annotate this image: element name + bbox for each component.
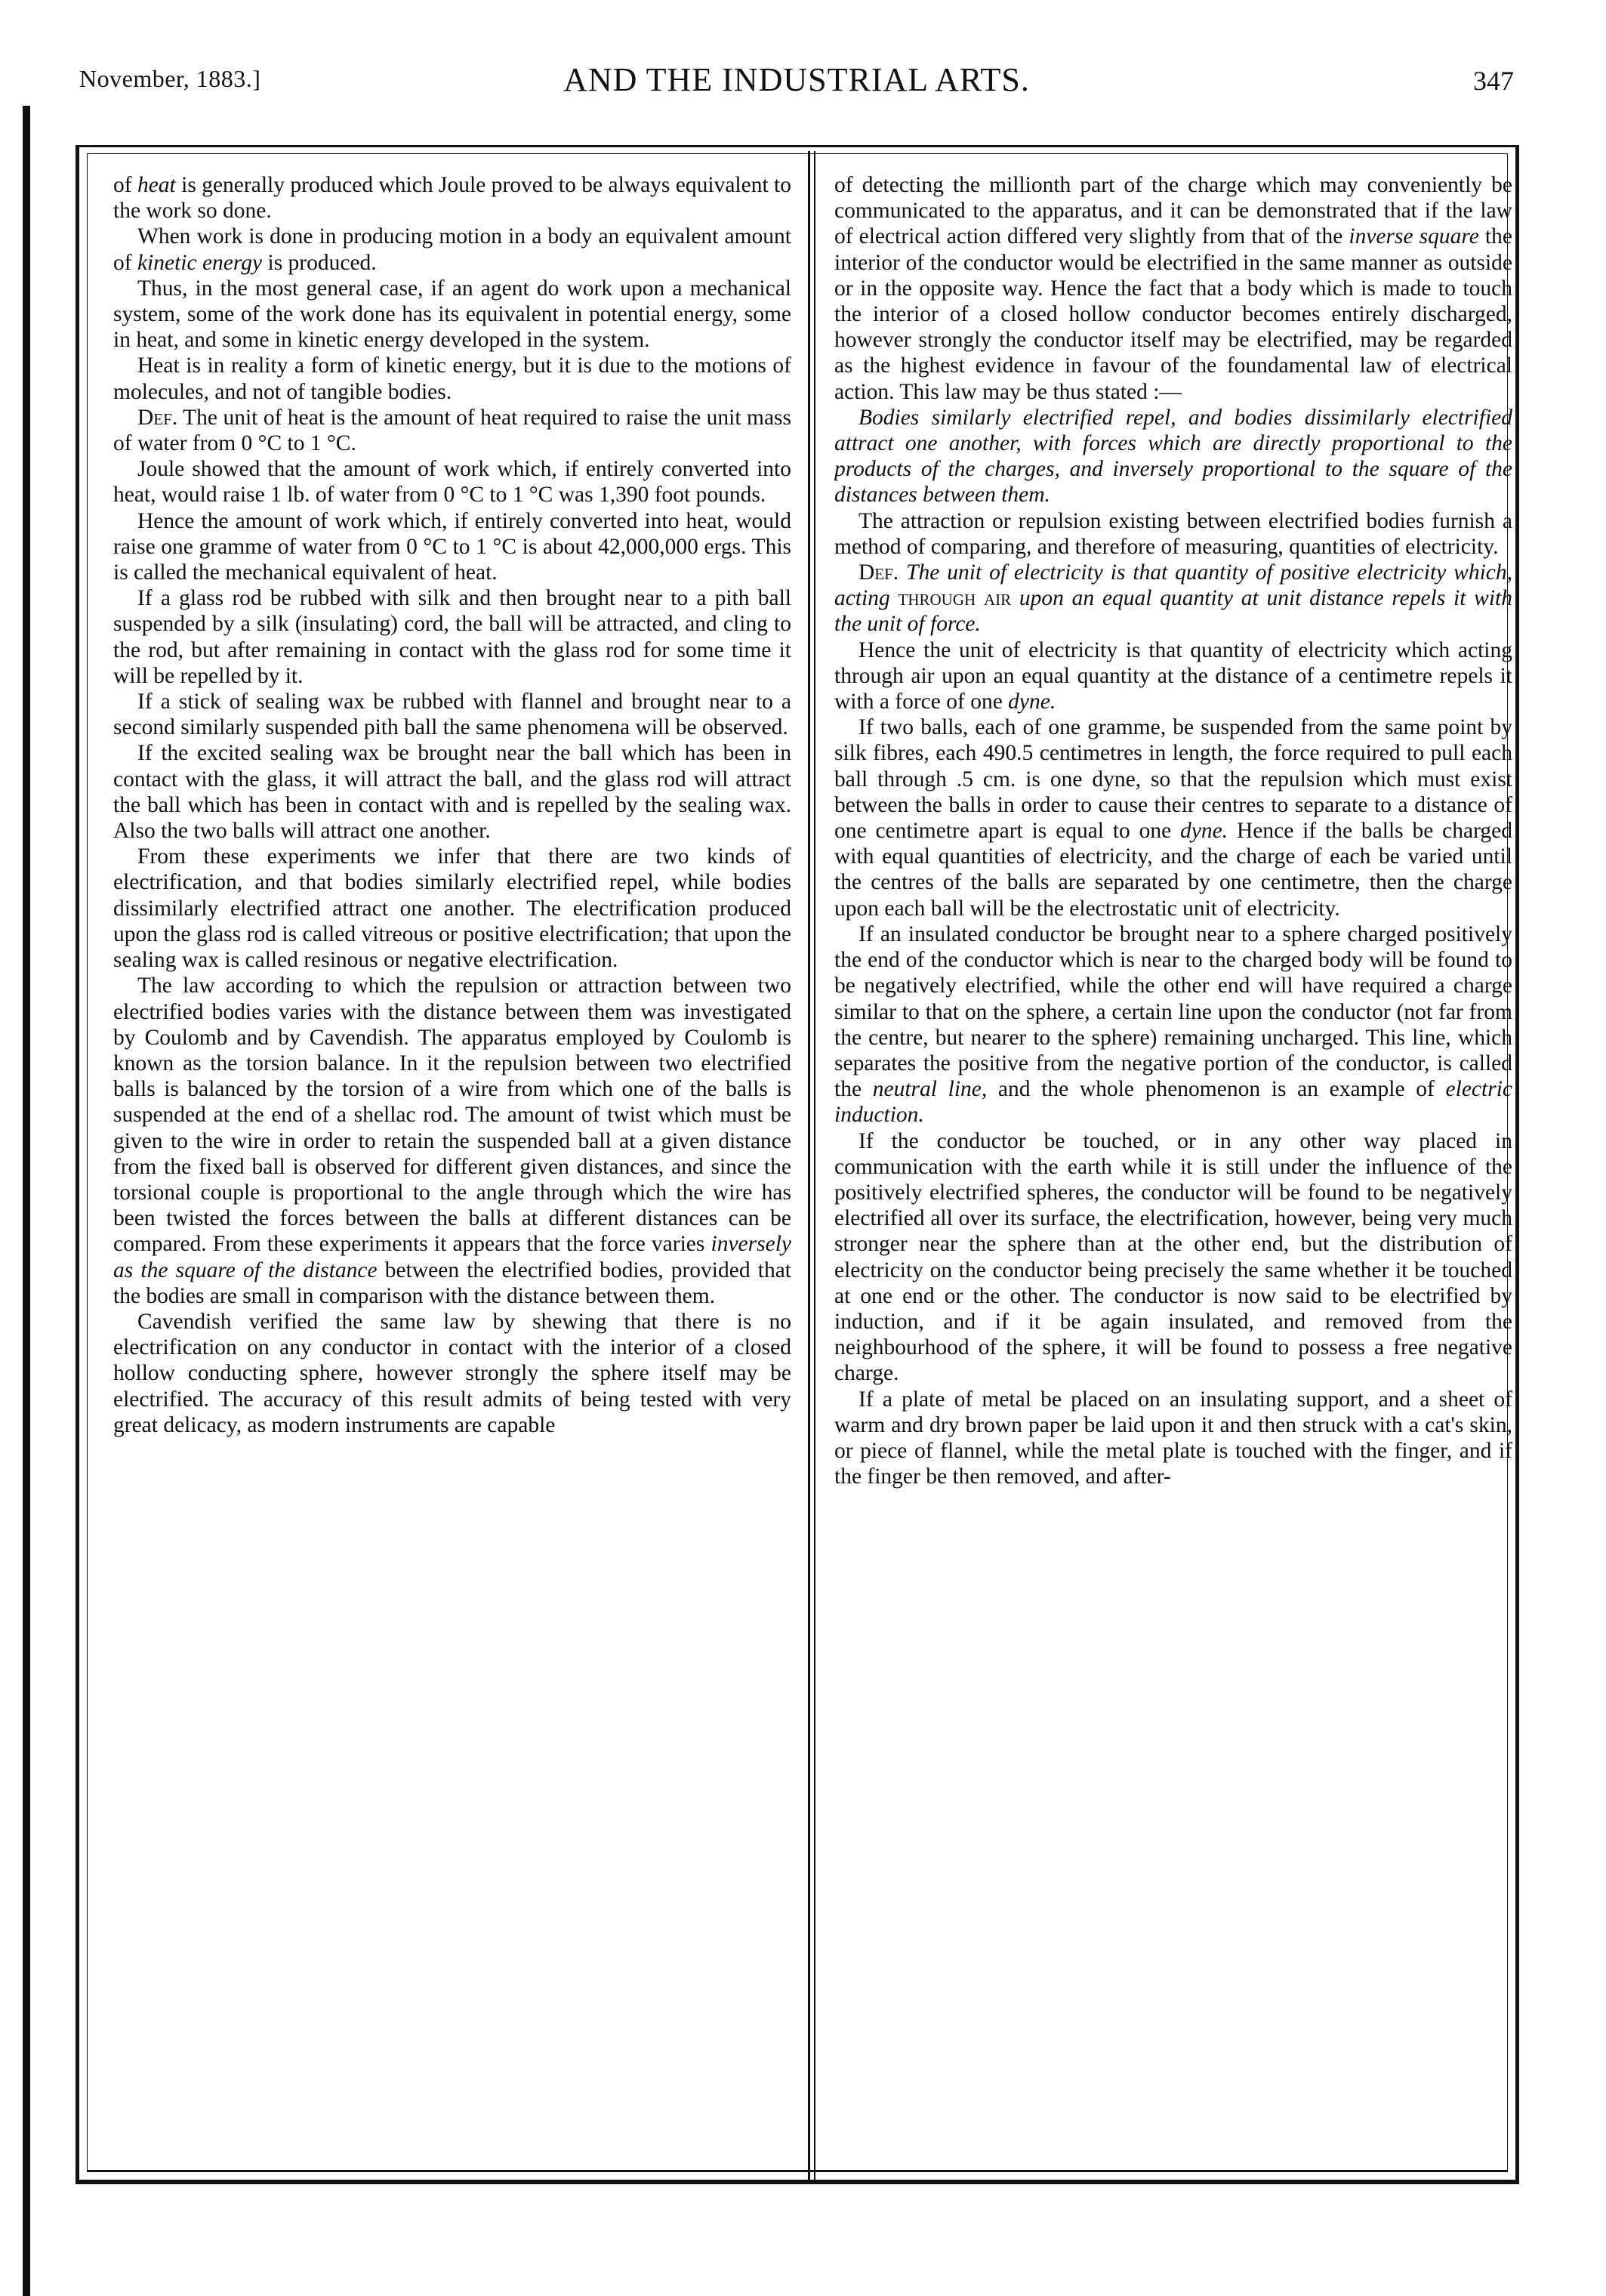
paragraph: Hence the unit of electricity is that quantity of electricity which acting through air upon an equal quantity at the distance of a centimetre repels it with a force of one dyne. xyxy=(834,637,1512,714)
binding-edge-rule xyxy=(23,106,30,2296)
law-statement: Bodies similarly electrified repel, and bodies dissimilarly electrified attract one another, with forces which are directly proportional to the products of the charges, and inversely proportional to the square of the distances between them. xyxy=(834,405,1512,508)
running-header xyxy=(79,61,1514,110)
paragraph: The law according to which the repulsion or attraction between two electrified bodies varies with the distance between them was investigated by Coulomb and by Cavendish. The apparatus employed by Coulomb is known as the torsion balance. In it the repulsion between two electrified balls is balanced by the torsion of a wire from which one of the balls is suspended at the end of a shellac rod. The amount of twist which must be given to the wire in order to retain the suspended ball at a given distance from the fixed ball is observed for different given distances, and since the torsional couple is proportional to the angle through which the wire has been twisted the forces between the balls at different distances can be compared. From these experiments it appears that the force varies inversely as the square of the distance between the electrified bodies, provided that the bodies are small in comparison with the distance between them. xyxy=(113,974,791,1308)
paragraph: Cavendish verified the same law by shewing that there is no electrification on any conductor in contact with the interior of a closed hollow conducting sphere, however strongly the sphere itself may be electrified. The accuracy of this result admits of being tested with very great delicacy, as modern instruments are capable xyxy=(113,1309,791,1437)
paragraph: If a glass rod be rubbed with silk and then brought near to a pith ball suspended by a silk (insulating) cord, the ball will be attracted, and cling to the rod, but after remaining in contact with the glass rod for some time it will be repelled by it. xyxy=(113,586,791,688)
paragraph: If a plate of metal be placed on an insulating support, and a sheet of warm and dry brown paper be laid upon it and then struck with a cat's skin, or piece of flannel, while the metal plate is touched with the finger, and if the finger be then removed, and after- xyxy=(834,1387,1512,1489)
paragraph: Hence the amount of work which, if entirely converted into heat, would raise one gramme of water from 0 °C to 1 °C is about 42,000,000 ergs. This is called the mechanical equivalent of heat. xyxy=(113,508,791,585)
paragraph: of detecting the millionth part of the charge which may conveniently be communicated to the apparatus, and it can be demonstrated that if the law of electrical action differed very slightly from that of the inverse square the interior of the conductor would be electrified in the same manner as outside or in the opposite way. Hence the fact that a body which is made to touch the interior of a closed hollow conductor becomes entirely discharged, however strongly the conductor itself may be electrified, may be regarded as the highest evidence in favour of the foundamental law of electrical action. This law may be thus stated :— xyxy=(834,173,1512,404)
paragraph: If an insulated conductor be brought near to a sphere charged positively the end of the conductor which is near to the charged body will be found to be negatively electrified, while the other end will have required a charge similar to that on the sphere, a certain line upon the conductor (not far from the centre, but nearer to the sphere) remaining uncharged. This line, which separates the positive from the negative portion of the conductor, is called the neutral line, and the whole phenomenon is an example of electric induction. xyxy=(834,921,1512,1128)
paragraph: The attraction or repulsion existing between electrified bodies furnish a method of comparing, and therefore of measuring, quantities of electricity. xyxy=(834,508,1512,559)
left-column xyxy=(113,172,791,2121)
paragraph: If the conductor be touched, or in any other way placed in communication with the earth while it is still under the influence of the positively electrified spheres, the conductor will be found to be negatively electrified all over its surface, the electrification, however, being very much stronger near the sphere than at the other end, but the distribution of electricity on the conductor being precisely the same whether it be touched at one end or the other. The conductor is now said to be electrified by induction, and if it be again insulated, and removed from the neighbourhood of the sphere, it will be found to possess a free negative charge. xyxy=(834,1128,1512,1386)
paragraph: Thus, in the most general case, if an agent do work upon a mechanical system, some of the work done has its equivalent in potential energy, some in heat, and some in kinetic energy developed in the system. xyxy=(113,276,791,353)
definition-paragraph: Def. The unit of heat is the amount of heat required to raise the unit mass of water from 0 °C to 1 °C. xyxy=(113,405,791,456)
header-date: November, 1883.] xyxy=(79,65,261,92)
page-number: 347 xyxy=(1473,66,1514,96)
definition-paragraph: Def. The unit of electricity is that quantity of positive electricity which, acting through air upon an equal quantity at unit distance repels it with the unit of force. xyxy=(834,560,1512,637)
definition-label: Def. xyxy=(137,405,178,430)
paragraph: When work is done in producing motion in a body an equivalent amount of kinetic energy is produced. xyxy=(113,224,791,275)
paragraph: From these experiments we infer that there are two kinds of electrification, and that bodies similarly electrified repel, while bodies dissimilarly electrified attract one another. The electrification produced upon the glass rod is called vitreous or positive electrification; that upon the sealing wax is called resinous or negative electrification. xyxy=(113,844,791,973)
header-title: AND THE INDUSTRIAL ARTS. xyxy=(563,61,1030,98)
right-column xyxy=(834,172,1512,2121)
paragraph: If a stick of sealing wax be rubbed with flannel and brought near to a second similarly suspended pith ball the same phenomena will be observed. xyxy=(113,690,791,740)
paragraph: Joule showed that the amount of work which, if entirely converted into heat, would raise 1 lb. of water from 0 °C to 1 °C was 1,390 foot pounds. xyxy=(113,457,791,508)
column-divider xyxy=(808,151,810,2183)
paragraph: If the excited sealing wax be brought near the ball which has been in contact with the glass, it will attract the ball, and the glass rod will attract the ball which has been in contact with and is repelled by the sealing wax. Also the two balls will attract one another. xyxy=(113,741,791,844)
paragraph: of heat is generally produced which Joule proved to be always equivalent to the work so done. xyxy=(113,173,791,224)
paragraph: If two balls, each of one gramme, be suspended from the same point by silk fibres, each 490.5 centimetres in length, the force required to pull each ball through .5 cm. is one dyne, so that the repulsion which must exist between the balls in order to cause their centres to separate to a distance of one centimetre apart is equal to one dyne. Hence if the balls be charged with equal quantities of electricity, and the charge of each be varied until the centres of the balls are separated by one centimetre, then the charge upon each ball will be the electrostatic unit of electricity. xyxy=(834,715,1512,921)
definition-label: Def. xyxy=(858,560,899,585)
column-divider-thin xyxy=(814,151,815,2183)
paragraph: Heat is in reality a form of kinetic energy, but it is due to the motions of molecules, and not of tangible bodies. xyxy=(113,353,791,404)
